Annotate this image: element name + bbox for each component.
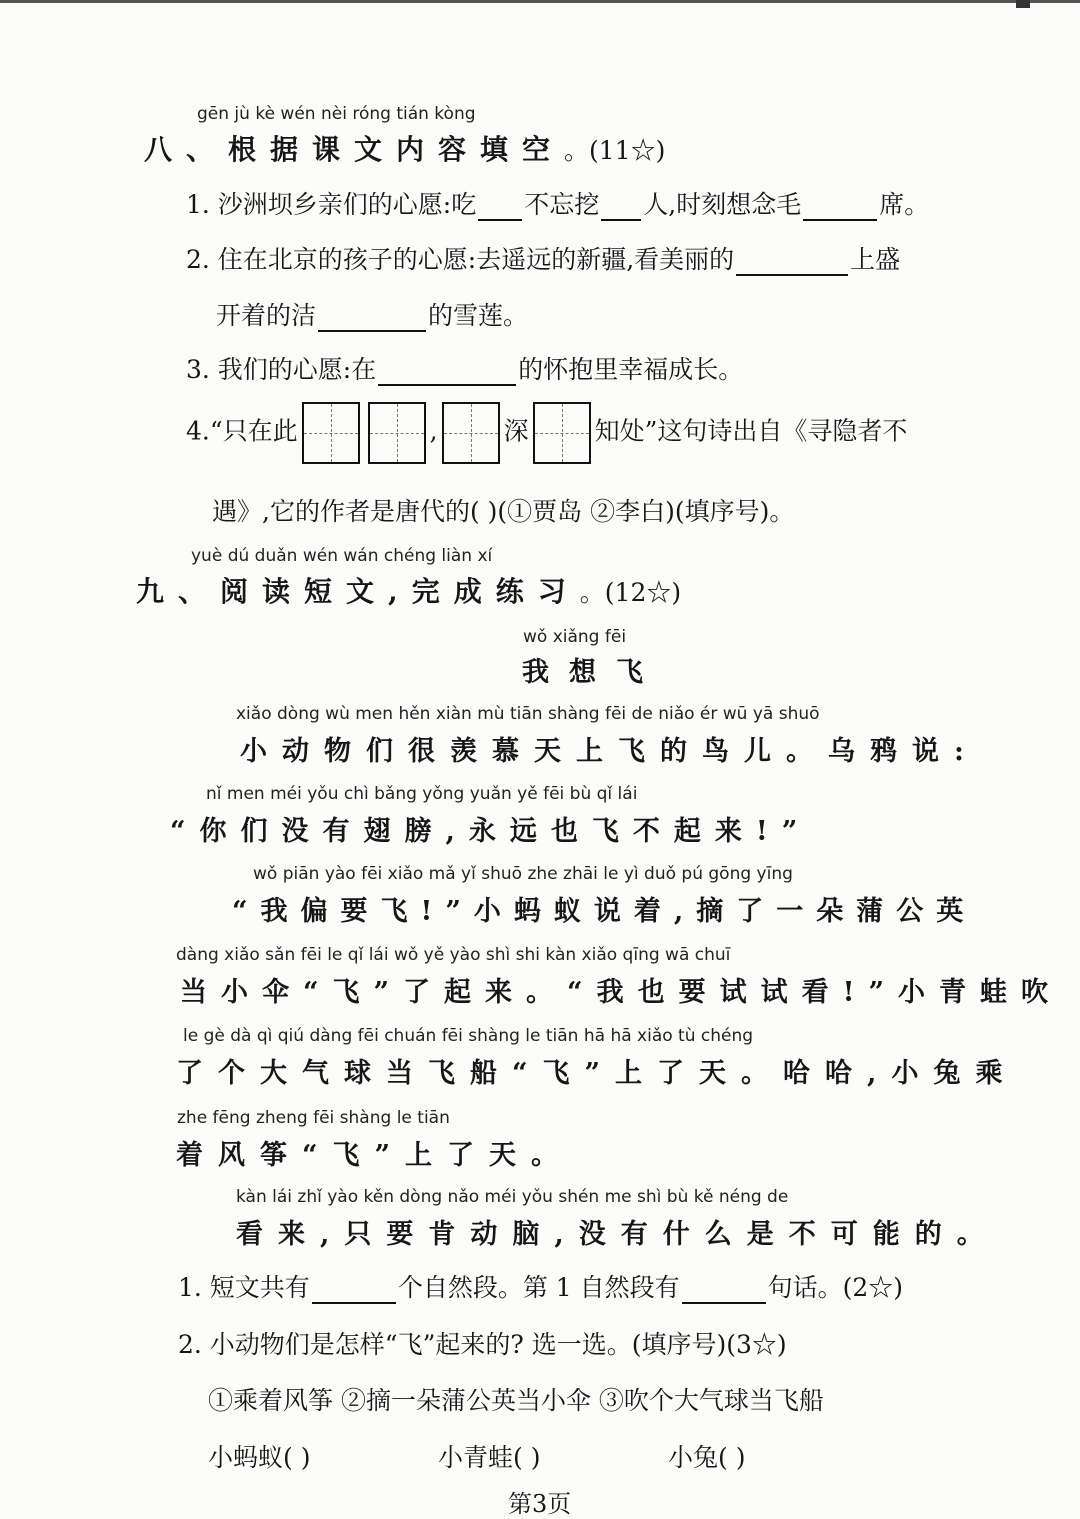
story-line-2-pinyin: nǐ men méi yǒu chì bǎng yǒng yuǎn yě fēi bù qǐ lái	[206, 784, 638, 804]
blank-5[interactable]	[318, 306, 426, 332]
s8-question-1: 1. 沙洲坝乡亲们的心愿:吃 不忘挖 人,时刻想念毛 席。	[186, 190, 930, 219]
section8-number: 八、	[144, 133, 229, 166]
section9-heading	[136, 570, 681, 610]
answer-frog[interactable]: 小青蛙( )	[438, 1443, 541, 1472]
blank-6[interactable]	[378, 360, 516, 386]
story-line-5: 了个大气球当飞船“飞”上了天。哈哈,小兔乘	[176, 1058, 1018, 1089]
section8-title: 根据课文内容填空	[228, 133, 565, 166]
s8-question-2-cont: 开着的洁 的雪莲。	[216, 301, 529, 330]
story-line-6: 着风筝“飞”上了天。	[176, 1140, 574, 1171]
story-line-1: 小动物们很羡慕天上飞的鸟儿。乌鸦说:	[240, 736, 979, 767]
section9-number: 九、	[136, 575, 221, 608]
story-line-6-pinyin: zhe fēng zheng fēi shàng le tiān	[177, 1108, 450, 1128]
story-line-4: 当小伞“飞”了起来。“我也要试试看!”小青蛙吹	[180, 977, 1062, 1008]
s9-options: ①乘着风筝 ②摘一朵蒲公英当小伞 ③吹个大气球当飞船	[208, 1386, 824, 1415]
s8-question-3: 3. 我们的心愿:在 的怀抱里幸福成长。	[186, 355, 744, 384]
s9-exercise-1: 1. 短文共有 个自然段。第 1 自然段有 句话。(2☆)	[178, 1273, 904, 1302]
section9-score: 。(12☆)	[579, 578, 682, 607]
story-line-7-pinyin: kàn lái zhǐ yào kěn dòng nǎo méi yǒu shén me shì bù kě néng de	[236, 1187, 789, 1207]
story-title: 我想飞	[522, 657, 663, 688]
section9-title: 阅读短文	[220, 575, 389, 608]
blank-3[interactable]	[803, 195, 877, 221]
story-title-pinyin: wǒ xiǎng fēi	[523, 627, 627, 647]
blank-8[interactable]	[682, 1278, 766, 1304]
s8-question-4: 4.“只在此 , 深 知处”这句诗出自《寻隐者不	[186, 402, 907, 464]
answer-rabbit[interactable]: 小兔( )	[668, 1443, 746, 1472]
story-line-2: “你们没有翅膀,永远也飞不起来!”	[170, 816, 812, 847]
story-line-3-pinyin: wǒ piān yào fēi xiǎo mǎ yǐ shuō zhe zhāi le yì duǒ pú gōng yīng	[253, 864, 793, 884]
char-box-1[interactable]	[302, 402, 360, 464]
s8-question-2: 2. 住在北京的孩子的心愿:去遥远的新疆,看美丽的 上盛	[186, 245, 901, 274]
scan-top-edge	[0, 0, 1080, 3]
s8-question-4-cont: 遇》,它的作者是唐代的( )(①贾岛 ②李白)(填序号)。	[212, 497, 795, 526]
char-box-4[interactable]	[533, 402, 591, 464]
section8-heading	[144, 128, 665, 168]
blank-1[interactable]	[478, 195, 522, 221]
section9-title-2: ,完成练习	[388, 575, 580, 608]
blank-2[interactable]	[601, 195, 641, 221]
blank-7[interactable]	[312, 1278, 396, 1304]
section8-score: 。(11☆)	[564, 136, 666, 165]
story-line-7: 看来,只要肯动脑,没有什么是不可能的。	[236, 1219, 999, 1250]
page-number: 第3页	[508, 1490, 572, 1518]
story-line-5-pinyin: le gè dà qì qiú dàng fēi chuán fēi shàng le tiān hā hā xiǎo tù chéng	[183, 1026, 754, 1046]
s9-exercise-2: 2. 小动物们是怎样“飞”起来的? 选一选。(填序号)(3☆)	[178, 1330, 787, 1359]
blank-4[interactable]	[736, 250, 848, 276]
scan-corner-mark	[1016, 0, 1030, 8]
char-box-3[interactable]	[442, 402, 500, 464]
char-box-2[interactable]	[368, 402, 426, 464]
story-line-1-pinyin: xiǎo dòng wù men hěn xiàn mù tiān shàng fēi de niǎo ér wū yā shuō	[236, 704, 820, 724]
story-line-4-pinyin: dàng xiǎo sǎn fēi le qǐ lái wǒ yě yào shì shi kàn xiǎo qīng wā chuī	[176, 945, 731, 965]
section8-pinyin: gēn jù kè wén nèi róng tián kòng	[197, 104, 476, 124]
answer-ant[interactable]: 小蚂蚁( )	[208, 1443, 311, 1472]
story-line-3: “我偏要飞!”小蚂蚁说着,摘了一朵蒲公英	[232, 896, 977, 927]
section9-pinyin: yuè dú duǎn wén wán chéng liàn xí	[191, 546, 493, 566]
